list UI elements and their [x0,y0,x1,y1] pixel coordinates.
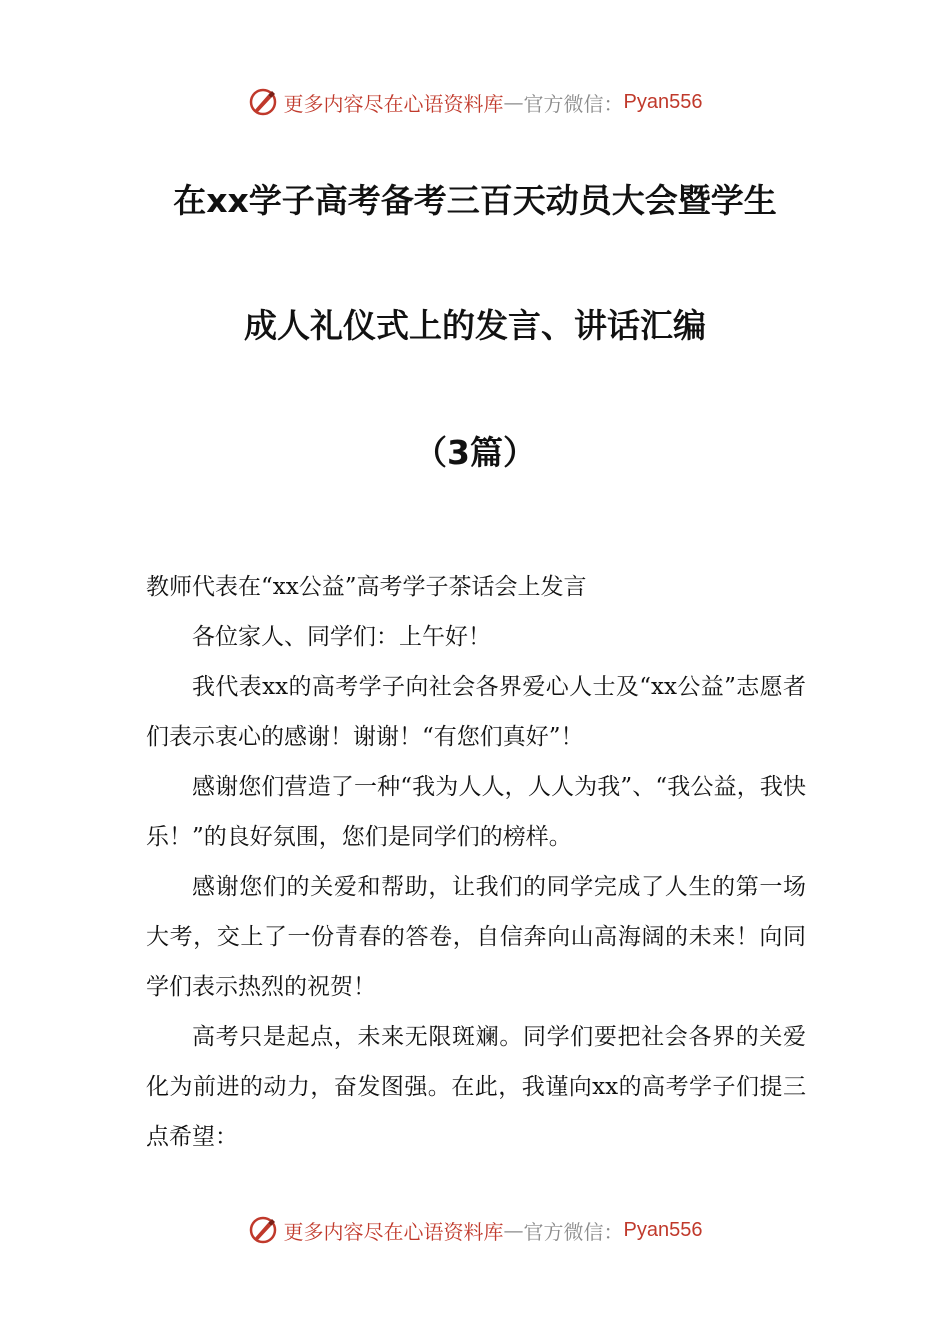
paragraph: 感谢您们营造了一种“我为人人，人人为我”、“我公益，我快乐！”的良好氛围，您们是同学们的榜样。 [146,774,806,850]
watermark-wechat-id: Pyan556 [623,90,703,113]
watermark-text: 更多内容尽在心语资料库 [283,1219,504,1244]
document-title-line-1: 在xx学子高考备考三百天动员大会暨学生 [173,181,777,220]
document-title-line-3: （3篇） [414,433,536,472]
paragraph: 各位家人、同学们：上午好！ [192,624,491,650]
document-body [146,562,806,1162]
section-heading: 教师代表在“xx公益”高考学子茶话会上发言 [146,574,587,600]
watermark-separator: — [503,1218,524,1242]
paragraph: 高考只是起点，未来无限斑斓。同学们要把社会各界的关爱化为前进的动力，奋发图强。在此，我谨向xx的高考学子们提三点希望： [146,1024,806,1150]
watermark-wechat-label: 官方微信： [523,1219,624,1244]
watermark-text: 更多内容尽在心语资料库 [283,91,504,116]
pen-circle-logo-icon [248,1215,278,1245]
paragraph: 感谢您们的关爱和帮助，让我们的同学完成了人生的第一场大考，交上了一份青春的答卷，自信奔向山高海阔的未来！向同学们表示热烈的祝贺！ [146,874,806,1000]
pen-circle-logo-icon [248,87,278,117]
watermark-separator: — [503,90,524,114]
watermark-wechat-label: 官方微信： [523,91,624,116]
document-title-line-2: 成人礼仪式上的发言、讲话汇编 [244,306,706,345]
header-watermark [0,82,950,122]
watermark-wechat-id: Pyan556 [623,1218,703,1241]
footer-watermark [0,1210,950,1250]
paragraph: 我代表xx的高考学子向社会各界爱心人士及“xx公益”志愿者们表示衷心的感谢！谢谢！“有您们真好”！ [146,674,806,750]
